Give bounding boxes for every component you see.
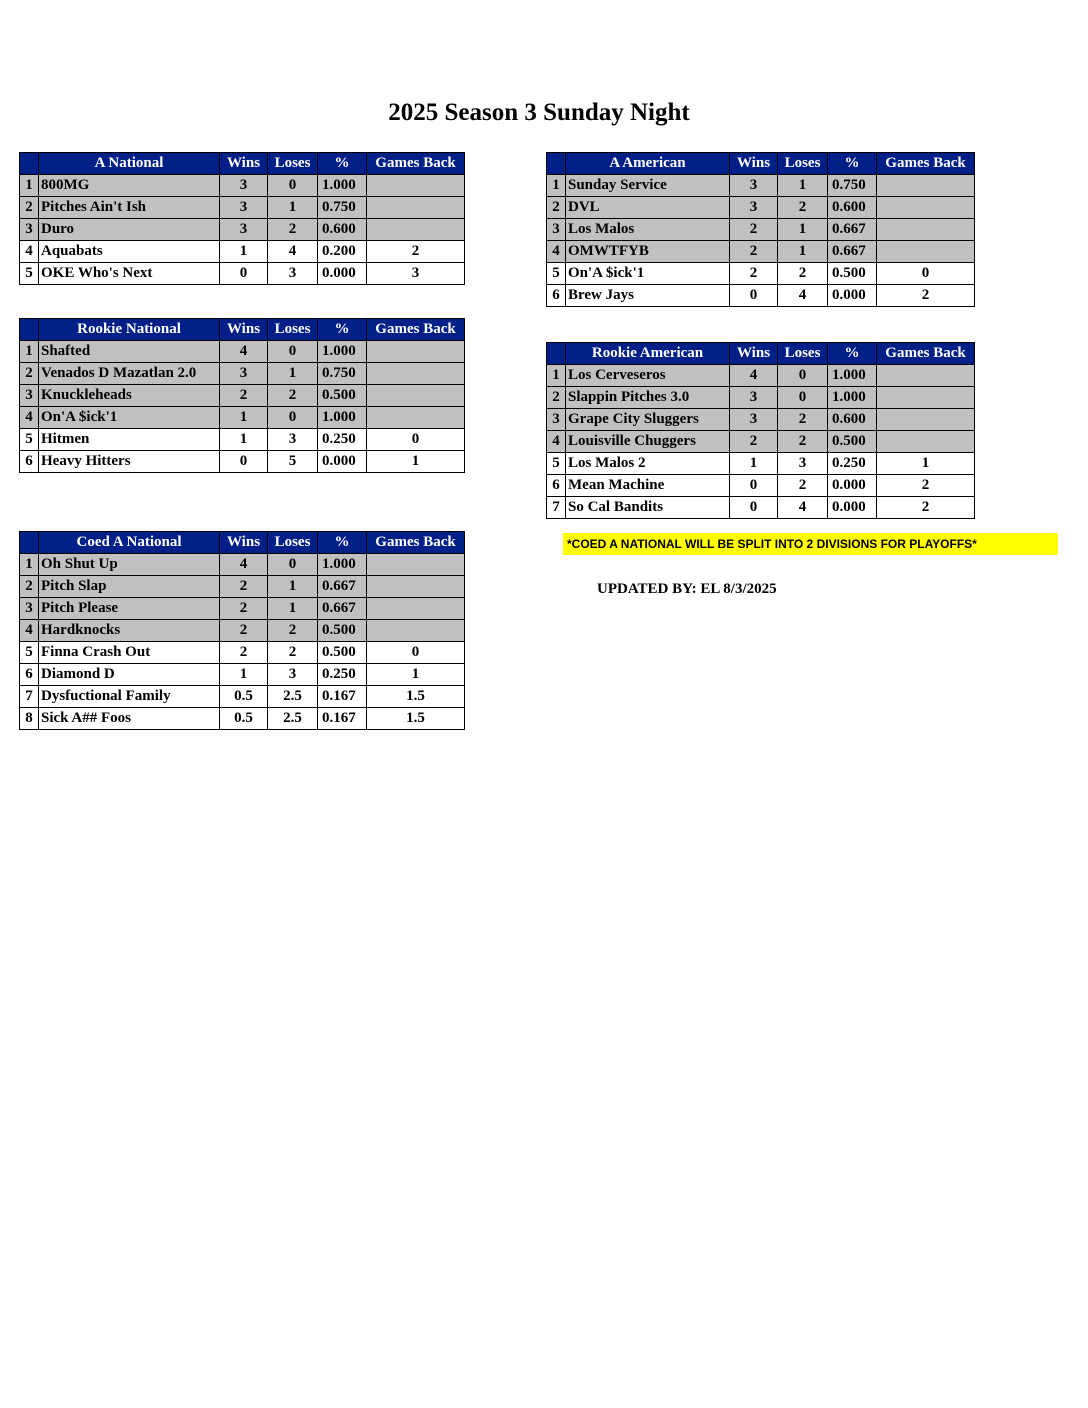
rank-cell: 3 (20, 219, 39, 241)
wins-cell: 3 (730, 175, 778, 197)
pct-cell: 1.000 (318, 554, 367, 576)
table-row (547, 219, 975, 241)
games-back-cell (877, 241, 975, 263)
table-row (20, 341, 465, 363)
team-name: Dysfuctional Family (39, 686, 220, 708)
table-row (20, 708, 465, 730)
wins-cell: 2 (220, 576, 268, 598)
pct-cell: 1.000 (828, 387, 877, 409)
rank-cell: 1 (20, 175, 39, 197)
loses-cell: 1 (268, 363, 318, 385)
team-name: OKE Who's Next (39, 263, 220, 285)
pct-cell: 0.600 (318, 219, 367, 241)
rank-cell: 6 (547, 285, 566, 307)
games-back-cell (367, 363, 465, 385)
team-name: DVL (566, 197, 730, 219)
team-name: Sick A## Foos (39, 708, 220, 730)
table-row (547, 241, 975, 263)
games-back-cell: 2 (877, 475, 975, 497)
games-back-cell (877, 431, 975, 453)
team-name: Heavy Hitters (39, 451, 220, 473)
loses-cell: 2 (268, 620, 318, 642)
games-back-cell (877, 197, 975, 219)
pct-cell: 0.200 (318, 241, 367, 263)
pct-cell: 0.750 (828, 175, 877, 197)
standings-a-american (546, 152, 975, 307)
pct-cell: 0.500 (318, 620, 367, 642)
wins-cell: 3 (220, 219, 268, 241)
header-loses: Loses (268, 153, 318, 175)
rank-cell: 4 (20, 407, 39, 429)
header-blank (20, 153, 39, 175)
rank-cell: 3 (547, 409, 566, 431)
wins-cell: 2 (220, 598, 268, 620)
table-row (547, 263, 975, 285)
team-name: 800MG (39, 175, 220, 197)
games-back-cell: 0 (877, 263, 975, 285)
loses-cell: 2 (778, 431, 828, 453)
team-name: Louisville Chuggers (566, 431, 730, 453)
page-title: 2025 Season 3 Sunday Night (388, 99, 690, 126)
games-back-cell: 1.5 (367, 686, 465, 708)
loses-cell: 2 (268, 385, 318, 407)
rank-cell: 4 (20, 241, 39, 263)
loses-cell: 0 (778, 365, 828, 387)
header-row (547, 153, 975, 175)
pct-cell: 0.500 (318, 642, 367, 664)
rank-cell: 3 (20, 385, 39, 407)
wins-cell: 3 (220, 197, 268, 219)
team-name: On'A $ick'1 (566, 263, 730, 285)
team-name: OMWTFYB (566, 241, 730, 263)
header-wins: Wins (730, 153, 778, 175)
wins-cell: 1 (730, 453, 778, 475)
table-row (20, 241, 465, 263)
games-back-cell (877, 409, 975, 431)
pct-cell: 0.250 (828, 453, 877, 475)
header-row (547, 343, 975, 365)
rank-cell: 4 (20, 620, 39, 642)
pct-cell: 0.167 (318, 708, 367, 730)
team-name: Brew Jays (566, 285, 730, 307)
loses-cell: 4 (268, 241, 318, 263)
pct-cell: 0.500 (318, 385, 367, 407)
team-name: Hitmen (39, 429, 220, 451)
table-row (547, 475, 975, 497)
wins-cell: 2 (220, 620, 268, 642)
rank-cell: 1 (20, 554, 39, 576)
wins-cell: 2 (730, 263, 778, 285)
header-loses: Loses (268, 532, 318, 554)
table-row (20, 407, 465, 429)
games-back-cell (367, 598, 465, 620)
games-back-cell: 2 (877, 497, 975, 519)
rank-cell: 6 (547, 475, 566, 497)
standings-coed-a-national (19, 531, 465, 730)
wins-cell: 2 (730, 219, 778, 241)
rank-cell: 2 (547, 197, 566, 219)
header-games-back: Games Back (367, 532, 465, 554)
loses-cell: 0 (268, 407, 318, 429)
rank-cell: 2 (547, 387, 566, 409)
loses-cell: 1 (778, 175, 828, 197)
table-row (547, 497, 975, 519)
table-row (547, 197, 975, 219)
team-name: Aquabats (39, 241, 220, 263)
team-name: Los Malos 2 (566, 453, 730, 475)
table-row (20, 219, 465, 241)
loses-cell: 1 (778, 219, 828, 241)
games-back-cell (367, 341, 465, 363)
header-pct: % (318, 319, 367, 341)
header-games-back: Games Back (877, 153, 975, 175)
team-name: Pitch Slap (39, 576, 220, 598)
rank-cell: 8 (20, 708, 39, 730)
team-name: Duro (39, 219, 220, 241)
rank-cell: 6 (20, 664, 39, 686)
rank-cell: 4 (547, 241, 566, 263)
table-row (20, 576, 465, 598)
loses-cell: 0 (268, 341, 318, 363)
wins-cell: 4 (220, 554, 268, 576)
games-back-cell (367, 385, 465, 407)
pct-cell: 0.000 (318, 451, 367, 473)
loses-cell: 2 (778, 475, 828, 497)
wins-cell: 0 (220, 263, 268, 285)
table-row (547, 453, 975, 475)
pct-cell: 0.667 (318, 598, 367, 620)
header-wins: Wins (220, 532, 268, 554)
pct-cell: 0.167 (318, 686, 367, 708)
header-row (20, 319, 465, 341)
team-name: Oh Shut Up (39, 554, 220, 576)
header-loses: Loses (778, 343, 828, 365)
header-pct: % (318, 153, 367, 175)
games-back-cell (367, 407, 465, 429)
wins-cell: 1 (220, 407, 268, 429)
updated-by: UPDATED BY: EL 8/3/2025 (597, 581, 777, 597)
wins-cell: 3 (730, 409, 778, 431)
table-row (20, 263, 465, 285)
table-row (547, 365, 975, 387)
division-name: A American (566, 153, 730, 175)
table-row (20, 175, 465, 197)
wins-cell: 0 (730, 497, 778, 519)
loses-cell: 2 (268, 219, 318, 241)
wins-cell: 1 (220, 241, 268, 263)
table-row (20, 197, 465, 219)
games-back-cell: 1 (877, 453, 975, 475)
wins-cell: 2 (730, 431, 778, 453)
pct-cell: 0.500 (828, 263, 877, 285)
loses-cell: 0 (268, 175, 318, 197)
wins-cell: 0.5 (220, 708, 268, 730)
games-back-cell (367, 175, 465, 197)
wins-cell: 2 (730, 241, 778, 263)
header-blank (547, 153, 566, 175)
games-back-cell: 2 (877, 285, 975, 307)
division-name: A National (39, 153, 220, 175)
games-back-cell (367, 197, 465, 219)
loses-cell: 3 (778, 453, 828, 475)
team-name: Los Cerveseros (566, 365, 730, 387)
games-back-cell (367, 576, 465, 598)
rank-cell: 2 (20, 363, 39, 385)
loses-cell: 2.5 (268, 686, 318, 708)
header-pct: % (318, 532, 367, 554)
rank-cell: 5 (20, 429, 39, 451)
games-back-cell: 1 (367, 451, 465, 473)
pct-cell: 0.250 (318, 429, 367, 451)
table-row (20, 686, 465, 708)
loses-cell: 1 (778, 241, 828, 263)
team-name: Pitches Ain't Ish (39, 197, 220, 219)
rank-cell: 3 (20, 598, 39, 620)
wins-cell: 2 (220, 642, 268, 664)
pct-cell: 0.667 (318, 576, 367, 598)
table-row (20, 363, 465, 385)
loses-cell: 1 (268, 598, 318, 620)
rank-cell: 2 (20, 576, 39, 598)
wins-cell: 2 (220, 385, 268, 407)
pct-cell: 0.000 (318, 263, 367, 285)
table-row (20, 642, 465, 664)
team-name: Grape City Sluggers (566, 409, 730, 431)
header-pct: % (828, 153, 877, 175)
rank-cell: 6 (20, 451, 39, 473)
table-row (547, 431, 975, 453)
rank-cell: 5 (20, 642, 39, 664)
team-name: Los Malos (566, 219, 730, 241)
wins-cell: 4 (730, 365, 778, 387)
table-row (547, 409, 975, 431)
loses-cell: 3 (268, 263, 318, 285)
games-back-cell: 1 (367, 664, 465, 686)
games-back-cell: 2 (367, 241, 465, 263)
pct-cell: 1.000 (318, 175, 367, 197)
wins-cell: 3 (730, 387, 778, 409)
games-back-cell (877, 175, 975, 197)
wins-cell: 4 (220, 341, 268, 363)
pct-cell: 0.000 (828, 497, 877, 519)
pct-cell: 0.600 (828, 197, 877, 219)
pct-cell: 0.750 (318, 363, 367, 385)
loses-cell: 0 (268, 554, 318, 576)
team-name: On'A $ick'1 (39, 407, 220, 429)
loses-cell: 2 (268, 642, 318, 664)
pct-cell: 0.667 (828, 219, 877, 241)
team-name: Sunday Service (566, 175, 730, 197)
loses-cell: 5 (268, 451, 318, 473)
loses-cell: 4 (778, 285, 828, 307)
team-name: Knuckleheads (39, 385, 220, 407)
games-back-cell (367, 620, 465, 642)
table-row (20, 598, 465, 620)
table-row (20, 620, 465, 642)
team-name: Mean Machine (566, 475, 730, 497)
header-loses: Loses (268, 319, 318, 341)
header-blank (20, 319, 39, 341)
wins-cell: 0.5 (220, 686, 268, 708)
standings-rookie-american (546, 342, 975, 519)
games-back-cell: 0 (367, 642, 465, 664)
table-row (20, 554, 465, 576)
header-wins: Wins (220, 319, 268, 341)
rank-cell: 1 (20, 341, 39, 363)
wins-cell: 3 (730, 197, 778, 219)
division-name: Rookie American (566, 343, 730, 365)
team-name: Slappin Pitches 3.0 (566, 387, 730, 409)
pct-cell: 1.000 (828, 365, 877, 387)
pct-cell: 0.000 (828, 475, 877, 497)
games-back-cell (367, 219, 465, 241)
standings-a-national (19, 152, 465, 285)
table-row (20, 385, 465, 407)
pct-cell: 0.667 (828, 241, 877, 263)
table-row (547, 285, 975, 307)
rank-cell: 5 (547, 453, 566, 475)
rank-cell: 5 (20, 263, 39, 285)
loses-cell: 2.5 (268, 708, 318, 730)
wins-cell: 0 (220, 451, 268, 473)
pct-cell: 1.000 (318, 407, 367, 429)
table-row (20, 451, 465, 473)
games-back-cell (877, 219, 975, 241)
loses-cell: 2 (778, 263, 828, 285)
pct-cell: 0.500 (828, 431, 877, 453)
loses-cell: 4 (778, 497, 828, 519)
loses-cell: 3 (268, 664, 318, 686)
header-loses: Loses (778, 153, 828, 175)
loses-cell: 2 (778, 409, 828, 431)
header-games-back: Games Back (877, 343, 975, 365)
header-blank (20, 532, 39, 554)
wins-cell: 3 (220, 363, 268, 385)
team-name: Pitch Please (39, 598, 220, 620)
playoff-note: *COED A NATIONAL WILL BE SPLIT INTO 2 DIVISIONS FOR PLAYOFFS* (563, 533, 1058, 555)
pct-cell: 1.000 (318, 341, 367, 363)
team-name: Finna Crash Out (39, 642, 220, 664)
pct-cell: 0.250 (318, 664, 367, 686)
rank-cell: 1 (547, 365, 566, 387)
division-name: Coed A National (39, 532, 220, 554)
games-back-cell (367, 554, 465, 576)
division-name: Rookie National (39, 319, 220, 341)
table-row (20, 664, 465, 686)
table-row (547, 175, 975, 197)
header-wins: Wins (220, 153, 268, 175)
pct-cell: 0.750 (318, 197, 367, 219)
header-games-back: Games Back (367, 319, 465, 341)
standings-rookie-national (19, 318, 465, 473)
header-games-back: Games Back (367, 153, 465, 175)
loses-cell: 0 (778, 387, 828, 409)
team-name: Venados D Mazatlan 2.0 (39, 363, 220, 385)
rank-cell: 1 (547, 175, 566, 197)
loses-cell: 2 (778, 197, 828, 219)
wins-cell: 3 (220, 175, 268, 197)
table-row (547, 387, 975, 409)
rank-cell: 7 (20, 686, 39, 708)
pct-cell: 0.600 (828, 409, 877, 431)
team-name: Shafted (39, 341, 220, 363)
header-row (20, 153, 465, 175)
header-blank (547, 343, 566, 365)
header-row (20, 532, 465, 554)
wins-cell: 1 (220, 429, 268, 451)
games-back-cell (877, 387, 975, 409)
header-wins: Wins (730, 343, 778, 365)
rank-cell: 7 (547, 497, 566, 519)
rank-cell: 3 (547, 219, 566, 241)
loses-cell: 1 (268, 197, 318, 219)
games-back-cell (877, 365, 975, 387)
rank-cell: 5 (547, 263, 566, 285)
wins-cell: 0 (730, 285, 778, 307)
table-row (20, 429, 465, 451)
header-pct: % (828, 343, 877, 365)
rank-cell: 2 (20, 197, 39, 219)
wins-cell: 0 (730, 475, 778, 497)
team-name: So Cal Bandits (566, 497, 730, 519)
team-name: Hardknocks (39, 620, 220, 642)
team-name: Diamond D (39, 664, 220, 686)
wins-cell: 1 (220, 664, 268, 686)
loses-cell: 1 (268, 576, 318, 598)
games-back-cell: 3 (367, 263, 465, 285)
games-back-cell: 1.5 (367, 708, 465, 730)
pct-cell: 0.000 (828, 285, 877, 307)
loses-cell: 3 (268, 429, 318, 451)
rank-cell: 4 (547, 431, 566, 453)
games-back-cell: 0 (367, 429, 465, 451)
